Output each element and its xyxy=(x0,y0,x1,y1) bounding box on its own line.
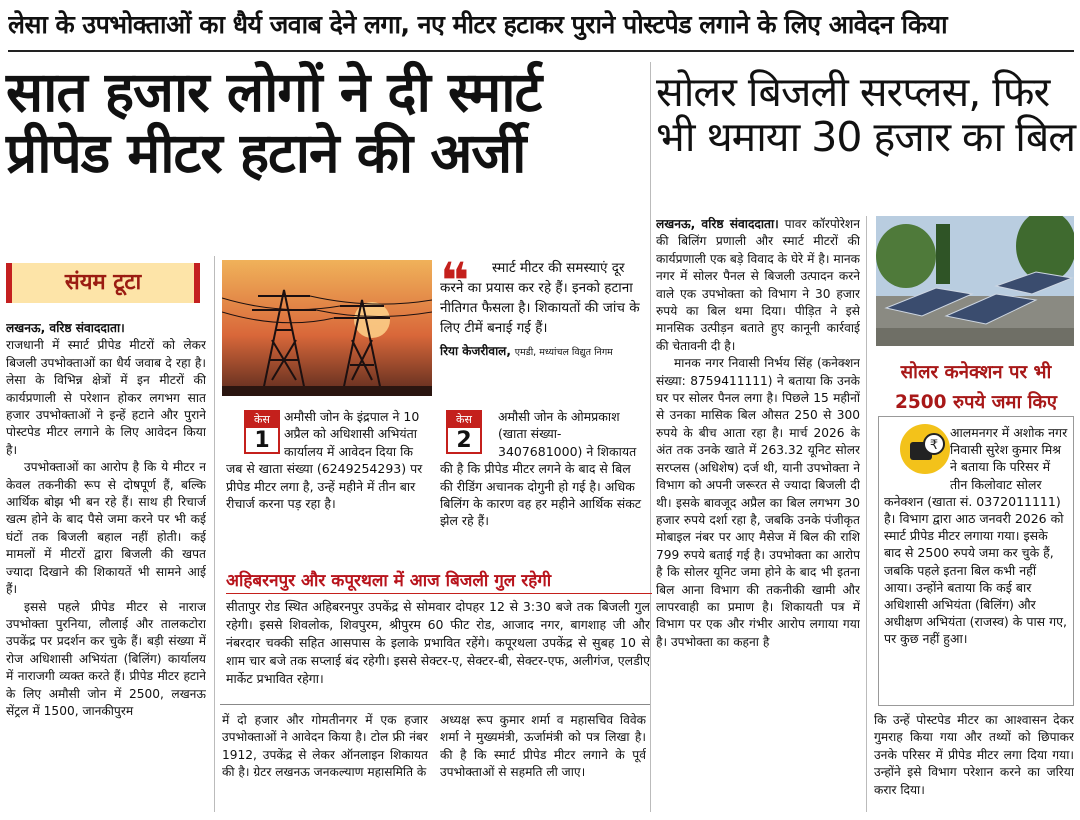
main-headline-line1: सात हजार लोगों ने दी स्मार्ट xyxy=(6,60,542,124)
solar-box-body: आलमनगर में अशोक नगर निवासी सुरेश कुमार मिश्र ने बताया कि परिसर में तीन किलोवाट सोलर कनेक्शन (खाता सं. 0372011111) है। विभाग द्वारा आठ जनवरी 2026 को स्मार्ट प्रीपेड मीटर लगाया गया। इसके बाद से 2500 रुपये जमा कर चुके हैं, जबकि पहले इतना बिल कभी नहीं आया। उन्होंने बताया कि कई बार अधिशासी अभियंता (बिलिंग) और अधीक्षण अभियंता (राजस्व) के पास गए, पर कुछ नहीं हुआ। xyxy=(884,425,1068,647)
dateline: लखनऊ, वरिष्ठ संवाददाता। xyxy=(656,217,779,231)
paragraph: पावर कॉरपोरेशन की बिलिंग प्रणाली और स्मार्ट मीटरों की कार्यप्रणाली एक बड़े विवाद के घेरे में है। मानक नगर में सोलर पैनल से बिजली उत्पादन करने वाले एक उपभोक्ता को विभाग ने 30 हजार रुपये का बिल थमा दिया। पीड़ित ने इसे मानसिक उत्पीड़न बताते हुए कानूनी कार्रवाई की चेतावनी दी है। xyxy=(656,217,860,353)
solar-box-headline: सोलर कनेक्शन पर भी 2500 रुपये जमा किए xyxy=(895,362,1057,413)
case-text-2 xyxy=(440,408,646,558)
article-column-1 xyxy=(6,320,206,810)
article-column-3: अध्यक्ष रूप कुमार शर्मा व महासचिव विवेक शर्मा ने मुख्यमंत्री, ऊर्जामंत्री को पत्र लिखा है। की है कि स्मार्ट प्रीपेड मीटर लगाने के पूर्व उपभोक्ताओं से सहमति ली जाए। xyxy=(440,713,646,780)
quote-mark-icon: ❝ xyxy=(440,252,470,310)
divider xyxy=(8,50,1074,52)
quote-role: एमडी, मध्यांचल विद्युत निगम xyxy=(514,347,613,358)
column-divider xyxy=(214,256,215,812)
main-headline-line2: प्रीपेड मीटर हटाने की अर्जी xyxy=(6,120,526,185)
case-text-1 xyxy=(226,408,432,558)
divider xyxy=(220,704,650,705)
solar-box-text xyxy=(884,424,1068,704)
column-divider xyxy=(866,216,867,812)
kicker-headline: लेसा के उपभोक्ताओं का धैर्य जवाब देने लगा, नए मीटर हटाकर पुराने पोस्टपेड लगाने के लिए आवेदन किया xyxy=(8,10,948,39)
side-headline xyxy=(656,70,1076,160)
side-headline-line2: भी थमाया 30 हजार का बिल xyxy=(656,113,1076,162)
side-headline-line1: सोलर बिजली सरप्लस, फिर xyxy=(656,68,1050,116)
paragraph: इससे पहले प्रीपेड मीटर से नाराज उपभोक्ता पुरनिया, लौलाई और तालकटोरा उपकेंद्र पर प्रदर्शन कर चुके हैं। बड़ी संख्या में रोज अधिशासी अभियंता (बिलिंग) कार्यालय में नाराजगी व्यक्त करते हैं। प्रीपेड मीटर हटाने के लिए अमौसी जोन में 2500, लखनऊ सेंट्रल में 1500, जानकीपुरम xyxy=(6,599,206,718)
column-divider xyxy=(650,62,651,812)
article-column-2: में दो हजार और गोमतीनगर में एक हजार उपभोक्ताओं ने आवेदन किया है। टोल फ्री नंबर 1912, उपकेंद्र से लेकर ऑनलाइन शिकायत की है। ग्रेटर लखनऊ जनकल्याण महासमिति के xyxy=(222,713,428,780)
paragraph: राजधानी में स्मार्ट प्रीपेड मीटरों को लेकर बिजली उपभोक्ताओं का धैर्य जवाब दे रहा है। लेसा के विभिन्न क्षेत्रों में इन मीटरों की कार्यप्रणाली से परेशान होकर लगभग सात हजार उपभोक्ताओं ने इन्हें हटाने और पुराने पोस्टपेड मीटर लगाने के लिए आवेदन किया है। xyxy=(6,338,206,457)
case-1-body: अमौसी जोन के इंद्रपाल ने 10 अप्रैल को अधिशासी अभियंता कार्यालय में आवेदन दिया कि जब से खाता संख्या (6249254293) पर प्रीपेड मीटर लगा है, उन्हें महीने में तीन बार रीचार्ज करना पड़ रहा है। xyxy=(226,409,423,512)
quote-name: रिया केजरीवाल, xyxy=(440,344,511,358)
quote-box xyxy=(440,252,644,398)
case-number: 1 xyxy=(254,428,270,453)
dateline: लखनऊ, वरिष्ठ संवाददाता। xyxy=(6,321,125,335)
case-2-body: अमौसी जोन के ओमप्रकाश (खाता संख्या- 3407681000) ने शिकायत की है कि प्रीपेड मीटर लगने के बाद से बिल की रीडिंग अचानक दोगुनी हो गई है। अधिक बिलिंग के कारण वह हर महीने आर्थिक संकट झेल रहे हैं। xyxy=(440,409,642,529)
outage-text: सीतापुर रोड स्थित अहिबरनपुर उपकेंद्र से सोमवार दोपहर 12 से 3:30 बजे तक बिजली गुल रहेगी। इससे शिवलोक, शिवपुरम, श्रीपुरम 60 फीट रोड, आजाद नगर, बागशाह जी और नंबरदार चक्की सहित आसपास के इलाके प्रभावित रहेंगे। कपूरथला उपकेंद्र से सुबह 10 से शाम चार बजे तक सप्लाई बंद रहेगी। इससे सेक्टर-ए, सेक्टर-बी, सेक्टर-एफ, अलीगंज, एलडीए मार्केट प्रभावित रहेगा। xyxy=(226,599,650,686)
outage-title: अहिबरनपुर और कपूरथला में आज बिजली गुल रहेगी xyxy=(226,568,652,594)
case-tag: केस xyxy=(448,412,480,428)
case-number: 2 xyxy=(456,428,472,453)
quote-text: स्मार्ट मीटर की समस्याएं दूर करने का प्रयास कर रहे हैं। इनको हटाना नीतिगत फैसला है। शिकायतों की जांच के लिए टीमें बनाई गई हैं। xyxy=(440,260,640,336)
svg-text:₹: ₹ xyxy=(929,438,939,453)
case-tag: केस xyxy=(246,412,278,428)
paragraph: उपभोक्ताओं का आरोप है कि ये मीटर न केवल तकनीकी रूप से दोषपूर्ण हैं, बल्कि आर्थिक बोझ भी बन रहे हैं। साथ ही रिचार्ज खत्म होने के बाद पैसे जमा करने पर भी कई घंटों तक बिजली बहाल नहीं होती। कई मामलों में मीटरों द्वारा बिजली की खपत ज्यादा दिखाने की शिकायतें भी सामने आई हैं। xyxy=(6,460,206,597)
main-headline xyxy=(6,62,646,183)
power-tower-photo xyxy=(222,260,432,396)
section-label: संयम टूटा xyxy=(6,263,200,303)
solar-panel-photo xyxy=(876,216,1074,346)
paragraph: मानक नगर निवासी निर्भय सिंह (कनेक्शन संख्या: 8759411111) ने बताया कि उनके घर पर सोलर पैनल लगा है। पिछले 15 महीनों से उनका मासिक बिल औसत 250 से 300 रुपये के बीच आता रहा है। मार्च 2026 के अंत तक उनके खाते में 263.32 यूनिट सोलर सरप्लस (अधिशेष) दर्ज थी, यानी उपभोक्ता ने विभाग को अपनी जरूरत से ज्यादा बिजली दी थी। इसके बावजूद अप्रैल का बिल लगभग 30 हजार रुपये दर्शा रहा है, जबकि उनके पंजीकृत मोबाइल नंबर पर आए मैसेज में बिल की राशि 799 रुपये बताई गई है। उपभोक्ता का आरोप है कि सोलर यूनिट जमा होने के बाद भी इतना बिल आना विभाग की तकनीकी खामी और लापरवाही का प्रमाण है। शिकायती पत्र में विभाग पर एक और गंभीर आरोप लगाया गया है। उपभोक्ता का कहना है xyxy=(656,356,860,649)
side-article xyxy=(656,216,860,812)
side-article-continued: कि उन्हें पोस्टपेड मीटर का आश्वासन देकर गुमराह किया गया और तथ्यों को छिपाकर उनके परिसर में प्रीपेड मीटर लगा दिया गया। उन्होंने इसे विभाग परेशान करने का जरिया करार दिया। xyxy=(874,713,1074,797)
